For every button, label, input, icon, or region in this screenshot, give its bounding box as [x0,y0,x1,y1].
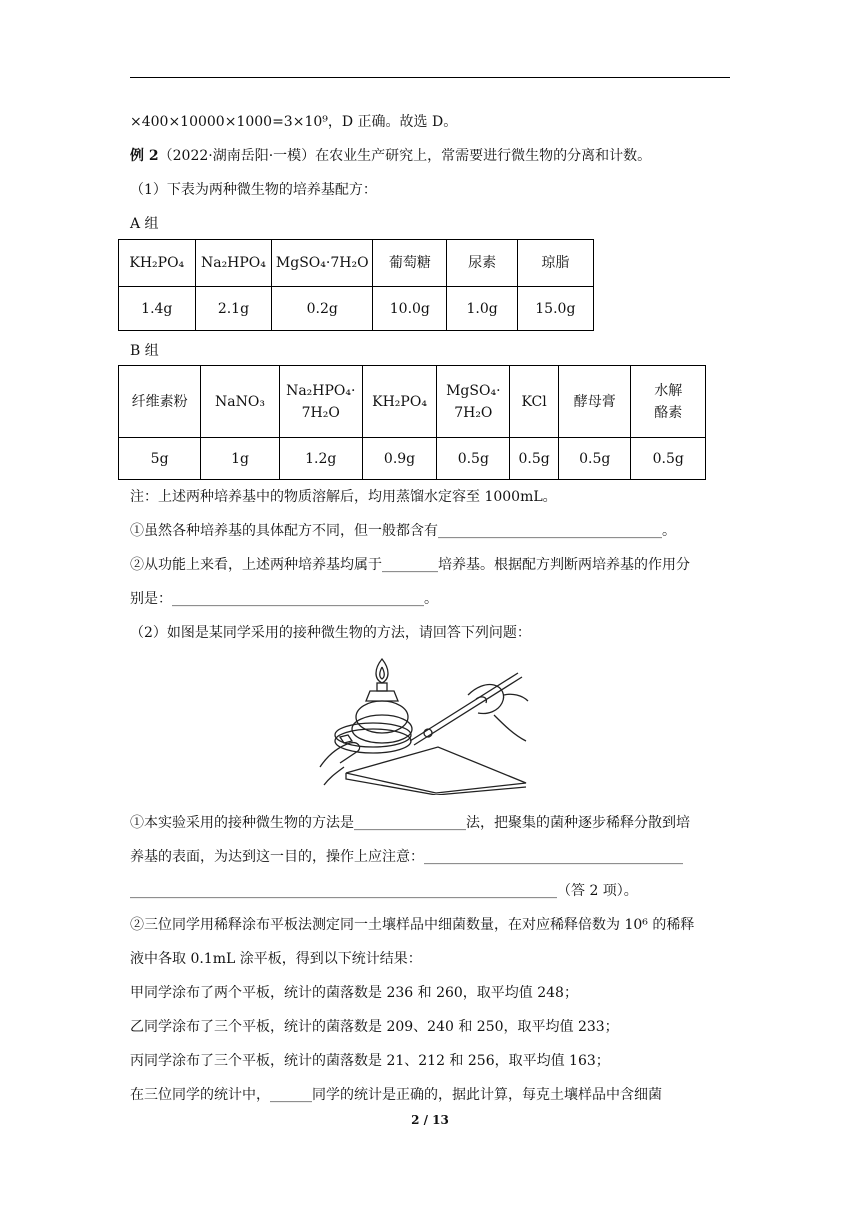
answer-line: ×400×10000×1000=3×10⁹，D 正确。故选 D。 [130,114,458,130]
table-b-cell: 0.5g [437,438,510,480]
table-b-cell: 0.5g [558,438,630,480]
table-a-cell: 1.4g [119,287,196,331]
question-2a-cont: 养基的表面，为达到这一目的，操作上应注意：_____________________________________ [130,849,683,865]
example-heading [130,146,651,166]
question-1b-cont: 别是：____________________________________。 [130,591,438,607]
question-1: （1）下表为两种微生物的培养基配方： [130,182,377,198]
table-b-cell: 0.5g [510,438,559,480]
question-2b: ②三位同学用稀释涂布平板法测定同一土壤样品中细菌数量，在对应稀释倍数为 10⁶ 的稀释 [130,917,695,933]
group-a-label: A 组 [130,216,159,232]
table-a-cell: 0.2g [272,287,373,331]
table-b [118,365,706,480]
question-2a: ①本实验采用的接种微生物的方法是________________法，把聚集的菌种逐步稀释分散到培 [130,815,690,831]
table-b-header: 纤维素粉 [119,366,201,438]
table-a-header: MgSO₄·7H₂O [272,240,373,287]
table-b-header: KCl [510,366,559,438]
result-bing: 丙同学涂布了三个平板，统计的菌落数是 21、212 和 256，取平均值 163； [130,1053,610,1069]
table-b-header: NaNO₃ [201,366,280,438]
table-b-header: 水解 酪素 [631,366,706,438]
table-b-header: KH₂PO₄ [362,366,437,438]
table-a-header: 尿素 [447,240,517,287]
note-line: 注：上述两种培养基中的物质溶解后，均用蒸馏水定容至 1000mL。 [130,489,557,505]
table-b-cell: 0.5g [631,438,706,480]
result-jia: 甲同学涂布了两个平板，统计的菌落数是 236 和 260，取平均值 248； [130,985,578,1001]
question-2b-cont: 液中各取 0.1mL 涂平板，得到以下统计结果： [130,951,422,967]
table-a [118,239,594,331]
example-label: 例 2 [130,148,159,164]
table-a-cell: 2.1g [195,287,272,331]
result-yi: 乙同学涂布了三个平板，统计的菌落数是 209、240 和 250，取平均值 233； [130,1019,619,1035]
table-b-cell: 1.2g [279,438,362,480]
question-1b: ②从功能上来看，上述两种培养基均属于________培养基。根据配方判断两培养基的作用分 [130,557,690,573]
example-text: （2022·湖南岳阳·一模）在农业生产研究上，常需要进行微生物的分离和计数。 [158,148,652,164]
table-b-cell: 1g [201,438,280,480]
header-rule [130,77,730,78]
table-a-header: 葡萄糖 [373,240,447,287]
question-1a: ①虽然各种培养基的具体配方不同，但一般都含有________________________________。 [130,523,676,539]
page-number: 2 / 13 [411,1113,449,1127]
table-a-header: Na₂HPO₄ [195,240,272,287]
table-a-header: 琼脂 [517,240,593,287]
group-b-label: B 组 [130,343,159,359]
question-2: （2）如图是某同学采用的接种微生物的方法，请回答下列问题： [130,625,531,641]
table-a-cell: 1.0g [447,287,517,331]
inoculation-figure [318,655,530,795]
table-b-header: Na₂HPO₄· 7H₂O [279,366,362,438]
question-last: 在三位同学的统计中，______同学的统计是正确的，据此计算，每克土壤样品中含细菌 [130,1087,662,1103]
table-b-cell: 0.9g [362,438,437,480]
table-b-header: MgSO₄· 7H₂O [437,366,510,438]
table-b-cell: 5g [119,438,201,480]
table-a-cell: 10.0g [373,287,447,331]
table-a-header: KH₂PO₄ [119,240,196,287]
table-b-header: 酵母膏 [558,366,630,438]
table-a-cell: 15.0g [517,287,593,331]
question-2a-cont2: _____________________________________________________________（答 2 项）。 [130,883,638,899]
